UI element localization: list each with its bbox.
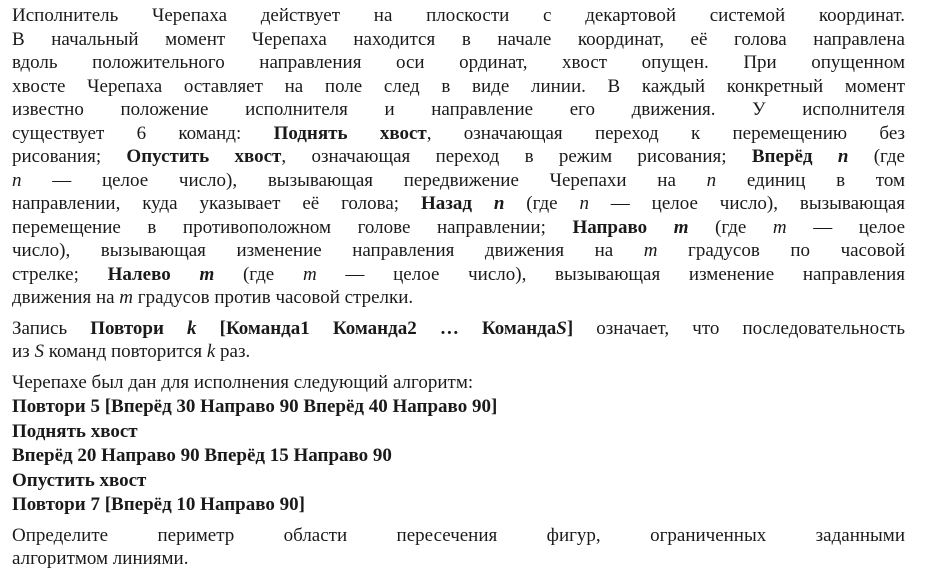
repeat-command-explanation — [12, 317, 905, 364]
task-description — [12, 4, 905, 310]
text-line: n — целое число), вызывающая передвижение Черепахи на n единиц в том — [12, 169, 905, 191]
text-line: стрелке; Налево m (где m — целое число), вызывающая изменение направления — [12, 263, 906, 285]
text-line: направлении, куда указывает её голова; Назад n (где n — целое число), вызывающая — [12, 193, 906, 214]
text-line: известно положение исполнителя и направление его движения. У исполнителя — [12, 99, 905, 120]
algorithm-line: Поднять хвост — [12, 420, 138, 442]
algorithm-block — [12, 371, 905, 518]
text-line: Исполнитель Черепаха действует на плоскости с декартовой системой координат. — [12, 5, 905, 26]
question — [12, 524, 905, 571]
text-line: движения на m градусов против часовой стрелки. — [12, 287, 414, 308]
text-line: из S команд повторится k раз. — [12, 341, 251, 362]
algorithm-line: Повтори 5 [Вперёд 30 Направо 90 Вперёд 40 Направо 90] — [12, 396, 498, 417]
text-line: Определите периметр области пересечения фигур, ограниченных заданными — [12, 524, 905, 546]
text-line: перемещение в противоположном голове направлении; Направо m (где m — целое — [12, 216, 906, 238]
text-line: хвосте Черепаха оставляет на поле след в виде линии. В каждый конкретный момент — [12, 75, 905, 97]
text-line: рисования; Опустить хвост, означающая переход в режим рисования; Вперёд n (где — [12, 146, 905, 167]
text-line: существует 6 команд: Поднять хвост, означающая переход к перемещению без — [12, 122, 905, 144]
algorithm-intro: Черепахе был дан для исполнения следующий алгоритм: — [12, 371, 474, 393]
text-line: алгоритмом линиями. — [12, 548, 189, 569]
text-line: Запись Повтори k [Команда1 Команда2 … КомандаS] означает, что последовательность — [12, 317, 905, 339]
text-line: В начальный момент Черепаха находится в начале координат, её голова направлена — [12, 28, 905, 50]
task-document — [12, 4, 905, 578]
algorithm-line: Вперёд 20 Направо 90 Вперёд 15 Направо 90 — [12, 445, 392, 466]
algorithm-line: Опустить хвост — [12, 469, 147, 491]
algorithm-line: Повтори 7 [Вперёд 10 Направо 90] — [12, 494, 305, 515]
text-line: число), вызывающая изменение направления движения на m градусов по часовой — [12, 240, 905, 261]
text-line: вдоль положительного направления оси ординат, хвост опущен. При опущенном — [12, 52, 905, 73]
